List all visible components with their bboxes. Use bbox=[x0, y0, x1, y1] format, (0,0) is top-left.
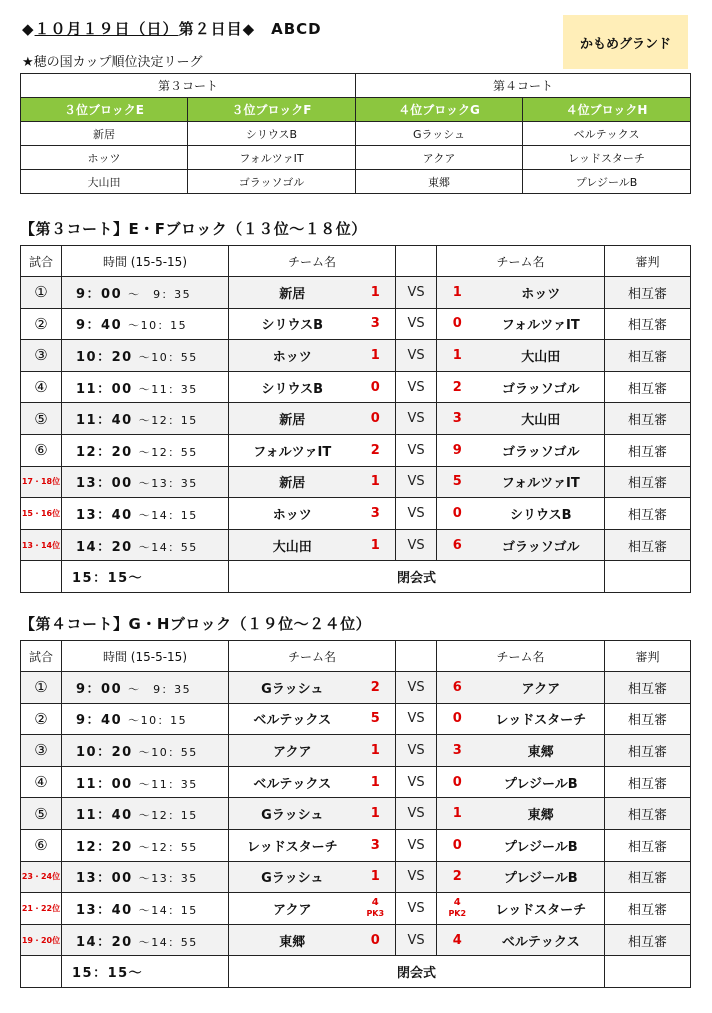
vs-label: VS bbox=[396, 861, 437, 893]
team-col-header: チーム名 bbox=[229, 246, 396, 277]
vs-label: VS bbox=[396, 308, 437, 340]
match-number: ③ bbox=[21, 340, 62, 372]
match-time: 12：20 ～12：55 bbox=[62, 434, 229, 466]
match-row bbox=[21, 735, 691, 767]
referee: 相互審 bbox=[605, 529, 691, 561]
match-row bbox=[21, 924, 691, 956]
match-row bbox=[21, 277, 691, 309]
match-time: 14：20 ～14：55 bbox=[62, 924, 229, 956]
home-score: 1 bbox=[356, 340, 396, 372]
court-header: 第３コート bbox=[21, 74, 356, 98]
group-header: ４位ブロックH bbox=[523, 98, 691, 122]
home-team: シリウスB bbox=[229, 308, 356, 340]
home-score: 4 PK3 bbox=[356, 893, 396, 925]
group-team: 新居 bbox=[21, 122, 188, 146]
team-col-header: チーム名 bbox=[437, 246, 605, 277]
home-team: フォルツァIT bbox=[229, 434, 356, 466]
away-score: 2 bbox=[437, 861, 478, 893]
referee: 相互審 bbox=[605, 308, 691, 340]
match-time: 10：20 ～10：55 bbox=[62, 340, 229, 372]
vs-label: VS bbox=[396, 798, 437, 830]
home-team: ホッツ bbox=[229, 340, 356, 372]
group-team: フォルツァIT bbox=[188, 146, 356, 170]
group-team: 東郷 bbox=[356, 170, 523, 194]
group-team: プレジールB bbox=[523, 170, 691, 194]
away-score: 9 bbox=[437, 434, 478, 466]
away-team: ゴラッソゴル bbox=[478, 434, 605, 466]
away-score: 0 bbox=[437, 703, 478, 735]
away-score: 5 bbox=[437, 466, 478, 498]
time-col-header: 時間 (15-5-15) bbox=[62, 641, 229, 672]
away-score: 3 bbox=[437, 403, 478, 435]
vs-label: VS bbox=[396, 434, 437, 466]
venue-badge: かもめグランド bbox=[563, 15, 688, 69]
match-number: ⑤ bbox=[21, 798, 62, 830]
match-time: 13：00 ～13：35 bbox=[62, 466, 229, 498]
match-time: 11：00 ～11：35 bbox=[62, 371, 229, 403]
away-score: 3 bbox=[437, 735, 478, 767]
away-team: フォルツァIT bbox=[478, 308, 605, 340]
home-score: 0 bbox=[356, 924, 396, 956]
vs-label: VS bbox=[396, 466, 437, 498]
away-team: 大山田 bbox=[478, 403, 605, 435]
match-number: ⑥ bbox=[21, 829, 62, 861]
match-number: 21・22位 bbox=[21, 893, 62, 925]
match-time: 11：40 ～12：15 bbox=[62, 403, 229, 435]
closing-blank bbox=[21, 561, 62, 593]
away-team: プレジールB bbox=[478, 861, 605, 893]
referee: 相互審 bbox=[605, 924, 691, 956]
vs-col-header bbox=[396, 641, 437, 672]
match-time: 9：00 ～ 9：35 bbox=[62, 277, 229, 309]
home-team: 新居 bbox=[229, 277, 356, 309]
closing-ceremony: 閉会式 bbox=[229, 956, 605, 988]
group-team: ベルテックス bbox=[523, 122, 691, 146]
home-team: Gラッシュ bbox=[229, 798, 356, 830]
match-row bbox=[21, 529, 691, 561]
vs-label: VS bbox=[396, 672, 437, 704]
away-team: プレジールB bbox=[478, 829, 605, 861]
match-row bbox=[21, 498, 691, 530]
vs-label: VS bbox=[396, 529, 437, 561]
match-number: 19・20位 bbox=[21, 924, 62, 956]
away-team: レッドスターチ bbox=[478, 703, 605, 735]
court3-schedule-table bbox=[20, 245, 691, 593]
match-row bbox=[21, 672, 691, 704]
away-score: 4 PK2 bbox=[437, 893, 478, 925]
away-score: 1 bbox=[437, 340, 478, 372]
referee: 相互審 bbox=[605, 371, 691, 403]
home-team: Gラッシュ bbox=[229, 861, 356, 893]
home-score: 2 bbox=[356, 672, 396, 704]
home-score: 1 bbox=[356, 735, 396, 767]
referee: 相互審 bbox=[605, 829, 691, 861]
vs-label: VS bbox=[396, 498, 437, 530]
referee: 相互審 bbox=[605, 766, 691, 798]
match-row bbox=[21, 861, 691, 893]
home-score: 2 bbox=[356, 434, 396, 466]
referee: 相互審 bbox=[605, 735, 691, 767]
away-team: 東郷 bbox=[478, 735, 605, 767]
group-header: ３位ブロックF bbox=[188, 98, 356, 122]
match-number: ② bbox=[21, 703, 62, 735]
closing-ceremony: 閉会式 bbox=[229, 561, 605, 593]
vs-label: VS bbox=[396, 893, 437, 925]
match-number: ① bbox=[21, 672, 62, 704]
away-team: フォルツァIT bbox=[478, 466, 605, 498]
match-number: ④ bbox=[21, 371, 62, 403]
away-team: 大山田 bbox=[478, 340, 605, 372]
closing-time: 15：15～ bbox=[62, 561, 229, 593]
match-number: ② bbox=[21, 308, 62, 340]
referee: 相互審 bbox=[605, 703, 691, 735]
away-score: 0 bbox=[437, 308, 478, 340]
match-row bbox=[21, 798, 691, 830]
away-team: プレジールB bbox=[478, 766, 605, 798]
referee: 相互審 bbox=[605, 403, 691, 435]
match-number: ③ bbox=[21, 735, 62, 767]
away-score: 1 bbox=[437, 798, 478, 830]
home-score: 0 bbox=[356, 403, 396, 435]
match-time: 11：00 ～11：35 bbox=[62, 766, 229, 798]
match-time: 13：40 ～14：15 bbox=[62, 893, 229, 925]
time-col-header: 時間 (15-5-15) bbox=[62, 246, 229, 277]
home-team: Gラッシュ bbox=[229, 672, 356, 704]
home-team: 新居 bbox=[229, 466, 356, 498]
away-score: 0 bbox=[437, 498, 478, 530]
match-number: ① bbox=[21, 277, 62, 309]
match-time: 9：40 ～10：15 bbox=[62, 308, 229, 340]
match-time: 13：40 ～14：15 bbox=[62, 498, 229, 530]
match-time: 11：40 ～12：15 bbox=[62, 798, 229, 830]
court3-heading: 【第３コート】E・Fブロック（１３位～１８位） bbox=[20, 220, 367, 238]
match-row bbox=[21, 308, 691, 340]
home-team: 東郷 bbox=[229, 924, 356, 956]
home-team: シリウスB bbox=[229, 371, 356, 403]
referee: 相互審 bbox=[605, 340, 691, 372]
match-row bbox=[21, 371, 691, 403]
referee: 相互審 bbox=[605, 893, 691, 925]
group-team: Gラッシュ bbox=[356, 122, 523, 146]
match-col-header: 試合 bbox=[21, 246, 62, 277]
home-team: アクア bbox=[229, 735, 356, 767]
home-score: 3 bbox=[356, 308, 396, 340]
away-score: 1 bbox=[437, 277, 478, 309]
referee: 相互審 bbox=[605, 861, 691, 893]
home-score: 1 bbox=[356, 529, 396, 561]
away-score: 0 bbox=[437, 766, 478, 798]
match-row bbox=[21, 466, 691, 498]
group-team: ゴラッソゴル bbox=[188, 170, 356, 194]
group-team: シリウスB bbox=[188, 122, 356, 146]
vs-label: VS bbox=[396, 371, 437, 403]
vs-label: VS bbox=[396, 735, 437, 767]
referee: 相互審 bbox=[605, 277, 691, 309]
vs-col-header bbox=[396, 246, 437, 277]
away-score: 6 bbox=[437, 529, 478, 561]
match-row bbox=[21, 766, 691, 798]
group-header: ３位ブロックE bbox=[21, 98, 188, 122]
referee: 相互審 bbox=[605, 466, 691, 498]
match-number: ④ bbox=[21, 766, 62, 798]
closing-row bbox=[21, 956, 691, 988]
match-row bbox=[21, 893, 691, 925]
referee: 相互審 bbox=[605, 498, 691, 530]
match-number: 17・18位 bbox=[21, 466, 62, 498]
away-team: ベルテックス bbox=[478, 924, 605, 956]
home-score: 1 bbox=[356, 466, 396, 498]
team-col-header: チーム名 bbox=[437, 641, 605, 672]
vs-label: VS bbox=[396, 340, 437, 372]
match-time: 9：40 ～10：15 bbox=[62, 703, 229, 735]
match-number: 15・16位 bbox=[21, 498, 62, 530]
home-score: 3 bbox=[356, 498, 396, 530]
away-score: 4 bbox=[437, 924, 478, 956]
home-score: 1 bbox=[356, 861, 396, 893]
home-score: 5 bbox=[356, 703, 396, 735]
match-row bbox=[21, 829, 691, 861]
group-team: ホッツ bbox=[21, 146, 188, 170]
page-subtitle: ★穂の国カップ順位決定リーグ bbox=[22, 55, 203, 70]
match-time: 13：00 ～13：35 bbox=[62, 861, 229, 893]
page-title: ◆１０月１９日（日）第２日目◆ ABCD bbox=[22, 20, 322, 38]
away-score: 6 bbox=[437, 672, 478, 704]
away-team: シリウスB bbox=[478, 498, 605, 530]
court4-heading: 【第４コート】G・Hブロック（１９位～２４位） bbox=[20, 615, 372, 633]
away-team: レッドスターチ bbox=[478, 893, 605, 925]
away-team: ゴラッソゴル bbox=[478, 529, 605, 561]
home-team: レッドスターチ bbox=[229, 829, 356, 861]
vs-label: VS bbox=[396, 403, 437, 435]
home-score: 0 bbox=[356, 371, 396, 403]
match-time: 12：20 ～12：55 bbox=[62, 829, 229, 861]
match-row bbox=[21, 340, 691, 372]
away-score: 0 bbox=[437, 829, 478, 861]
group-header: ４位ブロックG bbox=[356, 98, 523, 122]
match-row bbox=[21, 434, 691, 466]
vs-label: VS bbox=[396, 703, 437, 735]
home-team: ベルテックス bbox=[229, 766, 356, 798]
home-team: ベルテックス bbox=[229, 703, 356, 735]
match-row bbox=[21, 703, 691, 735]
vs-label: VS bbox=[396, 829, 437, 861]
closing-blank bbox=[605, 561, 691, 593]
match-row bbox=[21, 403, 691, 435]
court4-schedule-table bbox=[20, 640, 691, 988]
court-header: 第４コート bbox=[356, 74, 691, 98]
team-col-header: チーム名 bbox=[229, 641, 396, 672]
away-team: ゴラッソゴル bbox=[478, 371, 605, 403]
match-time: 10：20 ～10：55 bbox=[62, 735, 229, 767]
overview-table bbox=[20, 73, 691, 194]
match-number: 23・24位 bbox=[21, 861, 62, 893]
vs-label: VS bbox=[396, 924, 437, 956]
home-team: 大山田 bbox=[229, 529, 356, 561]
home-score: 1 bbox=[356, 277, 396, 309]
home-score: 1 bbox=[356, 798, 396, 830]
group-team: 大山田 bbox=[21, 170, 188, 194]
home-team: ホッツ bbox=[229, 498, 356, 530]
referee: 相互審 bbox=[605, 798, 691, 830]
match-number: ⑤ bbox=[21, 403, 62, 435]
home-team: アクア bbox=[229, 893, 356, 925]
away-pk-score: PK2 bbox=[448, 909, 467, 919]
closing-row bbox=[21, 561, 691, 593]
away-team: アクア bbox=[478, 672, 605, 704]
group-team: アクア bbox=[356, 146, 523, 170]
away-score: 2 bbox=[437, 371, 478, 403]
closing-blank bbox=[21, 956, 62, 988]
match-number: 13・14位 bbox=[21, 529, 62, 561]
closing-blank bbox=[605, 956, 691, 988]
ref-col-header: 審判 bbox=[605, 641, 691, 672]
group-team: レッドスターチ bbox=[523, 146, 691, 170]
home-score: 3 bbox=[356, 829, 396, 861]
referee: 相互審 bbox=[605, 672, 691, 704]
home-pk-score: PK3 bbox=[366, 909, 385, 919]
home-team: 新居 bbox=[229, 403, 356, 435]
away-team: 東郷 bbox=[478, 798, 605, 830]
vs-label: VS bbox=[396, 277, 437, 309]
match-time: 9：00 ～ 9：35 bbox=[62, 672, 229, 704]
referee: 相互審 bbox=[605, 434, 691, 466]
home-score: 1 bbox=[356, 766, 396, 798]
closing-time: 15：15～ bbox=[62, 956, 229, 988]
match-time: 14：20 ～14：55 bbox=[62, 529, 229, 561]
match-col-header: 試合 bbox=[21, 641, 62, 672]
away-team: ホッツ bbox=[478, 277, 605, 309]
vs-label: VS bbox=[396, 766, 437, 798]
ref-col-header: 審判 bbox=[605, 246, 691, 277]
match-number: ⑥ bbox=[21, 434, 62, 466]
